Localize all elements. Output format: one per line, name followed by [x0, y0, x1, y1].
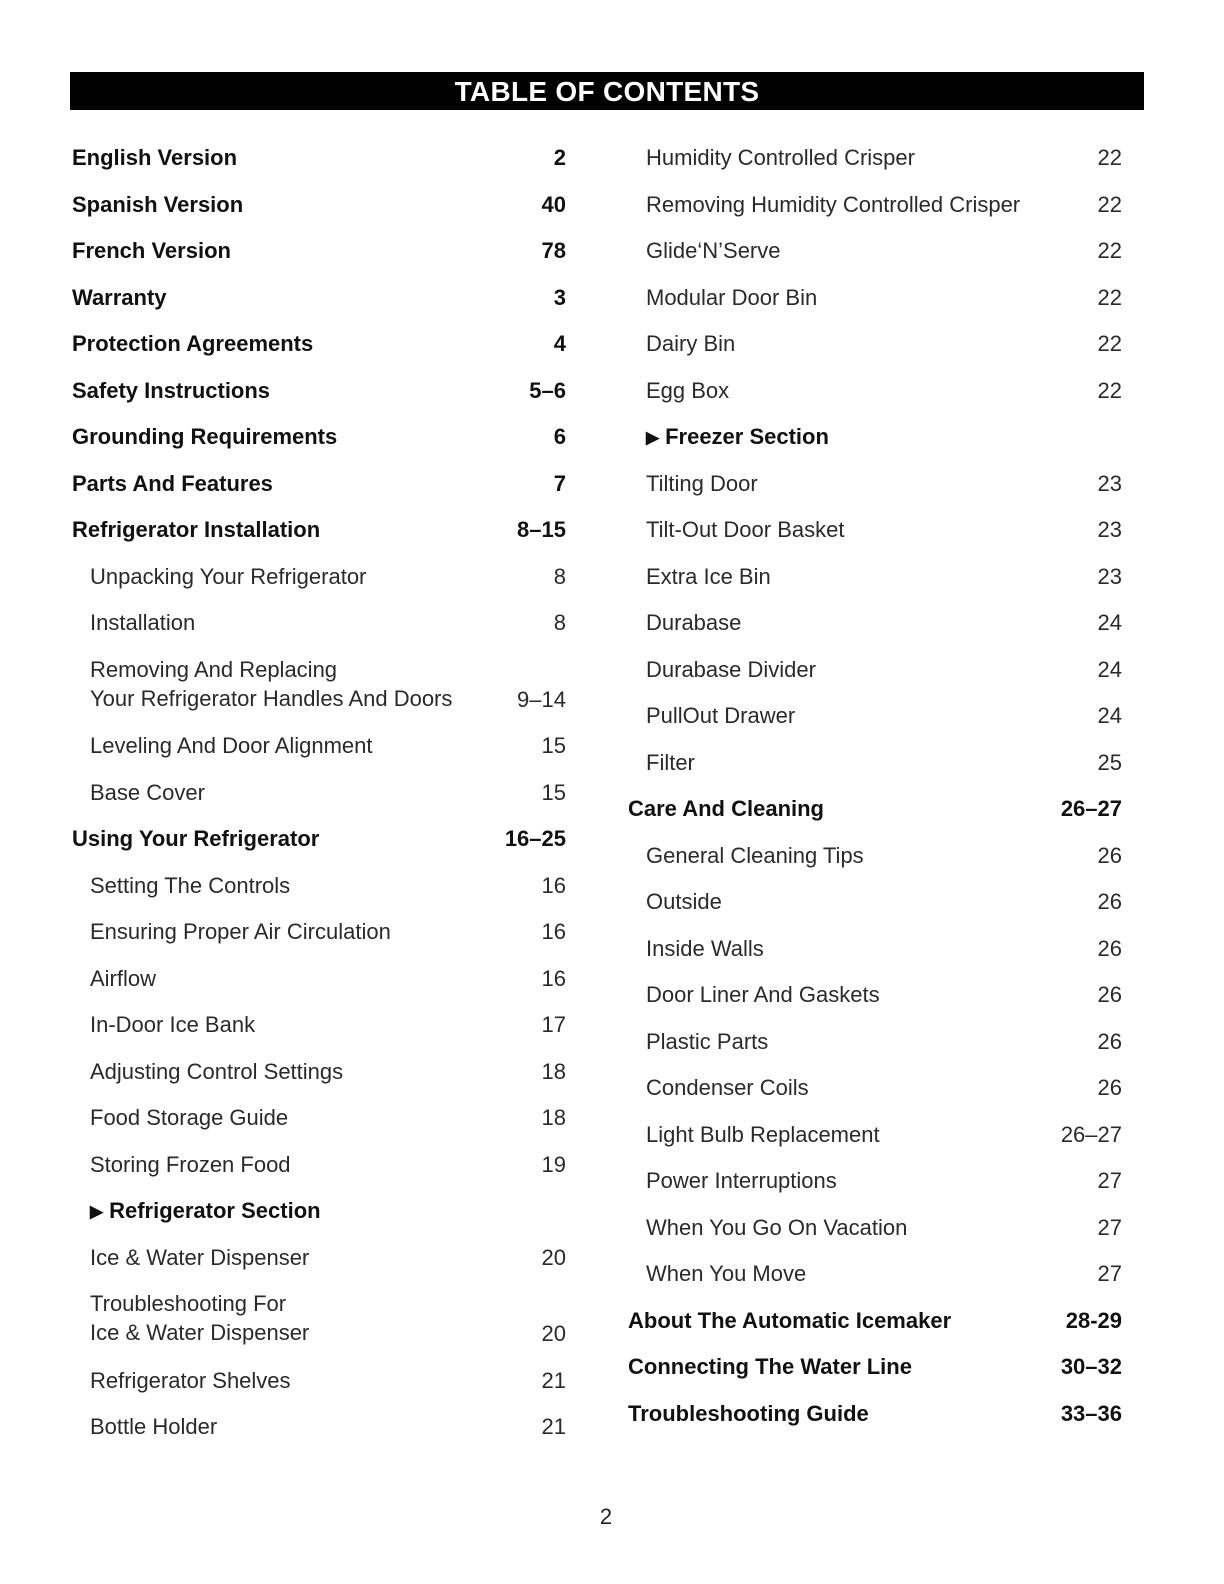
toc-entry[interactable] [628, 274, 1122, 321]
toc-entry-label: Glide‘N’Serve [646, 238, 781, 263]
toc-entry[interactable] [628, 599, 1122, 646]
toc-entry-page: 27 [1097, 1214, 1122, 1240]
toc-entry-page: 23 [1097, 517, 1122, 542]
toc-entry[interactable] [72, 367, 566, 414]
toc-entry[interactable] [72, 413, 566, 460]
toc-entry[interactable] [72, 1001, 566, 1048]
toc-entry-label: Power Interruptions [646, 1168, 837, 1193]
toc-entry-label: Spanish Version [72, 191, 244, 217]
toc-entry-label-line1: Troubleshooting For [90, 1291, 287, 1316]
toc-entry-page: 27 [1097, 1261, 1122, 1286]
toc-section-label: Freezer Section [665, 424, 829, 449]
toc-entry-label: Tilting Door [646, 470, 758, 496]
toc-entry-page: 26–27 [1060, 796, 1122, 821]
toc-entry[interactable] [72, 506, 566, 553]
toc-entry[interactable] [628, 692, 1122, 739]
toc-entry[interactable] [72, 1094, 566, 1141]
toc-entry-page: 8 [553, 610, 566, 635]
toc-entry-label: Inside Walls [646, 935, 764, 961]
toc-section-heading[interactable] [72, 1187, 566, 1234]
toc-entry-label: General Cleaning Tips [646, 842, 864, 868]
toc-entry-page: 17 [541, 1012, 566, 1037]
toc-entry-label: Bottle Holder [90, 1414, 218, 1439]
toc-entry[interactable] [72, 646, 566, 723]
toc-entry-label: Base Cover [90, 779, 205, 805]
toc-entry-page: 2 [553, 145, 566, 170]
toc-entry[interactable] [628, 1064, 1122, 1111]
toc-entry-page: 22 [1097, 377, 1122, 403]
toc-entry[interactable] [72, 181, 566, 228]
toc-entry-label [90, 1196, 476, 1227]
toc-right-column [628, 134, 1122, 1436]
toc-entry-label: When You Move [646, 1261, 807, 1286]
toc-entry[interactable] [72, 553, 566, 600]
toc-entry-label: Door Liner And Gaskets [646, 982, 880, 1007]
toc-entry[interactable] [628, 785, 1122, 832]
toc-entry-label: Connecting The Water Line [628, 1354, 912, 1379]
toc-entry[interactable] [72, 599, 566, 646]
toc-entry[interactable] [628, 553, 1122, 600]
toc-entry[interactable] [628, 181, 1122, 228]
toc-entry[interactable] [72, 722, 566, 769]
toc-entry[interactable] [72, 274, 566, 321]
toc-entry[interactable] [72, 955, 566, 1002]
toc-entry-label [90, 1289, 476, 1347]
toc-entry[interactable] [628, 460, 1122, 507]
toc-entry[interactable] [72, 1357, 566, 1404]
toc-entry-page: 23 [1097, 563, 1122, 589]
toc-entry-label: Ensuring Proper Air Circulation [90, 919, 391, 944]
toc-entry-page: 20 [541, 1321, 566, 1346]
toc-entry-label: Warranty [72, 284, 167, 310]
toc-entry[interactable] [628, 971, 1122, 1018]
toc-entry-label: Extra Ice Bin [646, 563, 771, 589]
toc-entry[interactable] [72, 769, 566, 816]
page-title: TABLE OF CONTENTS [70, 72, 1144, 110]
toc-entry-page: 24 [1097, 610, 1122, 635]
toc-entry[interactable] [72, 1141, 566, 1188]
toc-entry-label: PullOut Drawer [646, 703, 796, 728]
toc-entry[interactable] [72, 862, 566, 909]
toc-entry-label: Using Your Refrigerator [72, 826, 320, 851]
toc-entry[interactable] [628, 739, 1122, 786]
toc-entry[interactable] [72, 1234, 566, 1281]
toc-entry-label: Leveling And Door Alignment [90, 733, 373, 758]
toc-entry-page: 9–14 [517, 686, 566, 712]
toc-entry-label: When You Go On Vacation [646, 1214, 908, 1240]
toc-entry[interactable] [628, 1297, 1122, 1344]
toc-entry-page: 23 [1097, 470, 1122, 496]
toc-entry-label: Installation [90, 610, 196, 635]
toc-entry-page: 21 [541, 1367, 566, 1393]
toc-entry[interactable] [72, 908, 566, 955]
toc-entry-page: 21 [541, 1414, 566, 1439]
toc-entry-label: Dairy Bin [646, 331, 736, 356]
toc-entry-page: 26 [1097, 889, 1122, 914]
toc-entry[interactable] [72, 1403, 566, 1450]
toc-entry[interactable] [628, 367, 1122, 414]
toc-entry-page: 22 [1097, 145, 1122, 170]
toc-entry[interactable] [628, 227, 1122, 274]
toc-entry-label: Food Storage Guide [90, 1105, 289, 1130]
toc-entry[interactable] [628, 320, 1122, 367]
toc-entry-page: 24 [1097, 703, 1122, 728]
toc-entry[interactable] [628, 1250, 1122, 1297]
toc-entry-page: 6 [553, 424, 566, 449]
toc-entry[interactable] [628, 1204, 1122, 1251]
toc-entry-label: Airflow [90, 965, 157, 991]
toc-entry[interactable] [628, 925, 1122, 972]
toc-entry-label: Unpacking Your Refrigerator [90, 563, 367, 589]
toc-entry[interactable] [72, 1280, 566, 1357]
toc-entry-page: 26 [1097, 982, 1122, 1007]
toc-entry-label: Modular Door Bin [646, 284, 818, 310]
toc-entry-label: Adjusting Control Settings [90, 1058, 344, 1084]
toc-entry-label-line1: Removing And Replacing [90, 656, 338, 682]
toc-entry-page: 28-29 [1065, 1307, 1122, 1333]
toc-entry-label: Outside [646, 889, 722, 914]
toc-entry-label: Setting The Controls [90, 872, 291, 898]
toc-entry-page: 33–36 [1060, 1400, 1122, 1426]
toc-entry-label: Durabase [646, 610, 742, 635]
toc-entry-page: 7 [553, 470, 566, 496]
triangle-right-icon: ▶ [646, 428, 660, 447]
toc-section-label: Refrigerator Section [109, 1198, 321, 1223]
toc-entry[interactable] [628, 878, 1122, 925]
toc-entry-page: 16 [541, 872, 566, 898]
toc-entry-label: French Version [72, 238, 231, 263]
toc-entry[interactable] [72, 460, 566, 507]
toc-entry-page: 26 [1097, 842, 1122, 868]
toc-entry-label: About The Automatic Icemaker [628, 1307, 952, 1333]
toc-entry-page: 24 [1097, 656, 1122, 682]
toc-entry[interactable] [628, 1111, 1122, 1158]
toc-entry-page: 19 [541, 1151, 566, 1177]
toc-entry[interactable] [628, 506, 1122, 553]
toc-entry-page: 26 [1097, 1075, 1122, 1100]
toc-entry-page: 40 [541, 191, 566, 217]
toc-entry-label: Humidity Controlled Crisper [646, 145, 915, 170]
toc-entry[interactable] [628, 1343, 1122, 1390]
toc-entry-label: Plastic Parts [646, 1028, 769, 1054]
toc-entry[interactable] [628, 1018, 1122, 1065]
toc-entry-page: 16 [541, 965, 566, 991]
toc-entry-page: 16 [541, 919, 566, 944]
toc-entry-page: 22 [1097, 191, 1122, 217]
toc-entry-label: Filter [646, 749, 695, 775]
toc-entry[interactable] [628, 832, 1122, 879]
toc-left-column [72, 134, 566, 1450]
toc-entry-page: 25 [1097, 749, 1122, 775]
toc-entry[interactable] [72, 227, 566, 274]
toc-entry-page: 78 [541, 238, 566, 263]
toc-entry-label: Refrigerator Shelves [90, 1367, 291, 1393]
toc-entry[interactable] [72, 815, 566, 862]
toc-section-heading[interactable] [628, 413, 1122, 460]
toc-entry-page: 22 [1097, 284, 1122, 310]
toc-entry-page: 30–32 [1060, 1354, 1122, 1379]
toc-entry-page: 26 [1097, 1028, 1122, 1054]
toc-entry-label: Storing Frozen Food [90, 1151, 291, 1177]
triangle-right-icon: ▶ [90, 1202, 104, 1221]
toc-entry-page: 5–6 [529, 377, 566, 403]
toc-entry-label [646, 422, 1032, 453]
toc-entry-label-line2: Ice & Water Dispenser [90, 1320, 310, 1345]
toc-entry-page: 20 [541, 1244, 566, 1270]
toc-entry-label: Refrigerator Installation [72, 517, 321, 542]
toc-entry-page: 26–27 [1060, 1121, 1122, 1147]
toc-entry[interactable] [72, 1048, 566, 1095]
toc-entry-label: Parts And Features [72, 470, 273, 496]
toc-entry-label: Light Bulb Replacement [646, 1121, 880, 1147]
toc-entry-label: In-Door Ice Bank [90, 1012, 256, 1037]
toc-entry-page: 8–15 [517, 517, 566, 542]
toc-entry-label: Tilt-Out Door Basket [646, 517, 845, 542]
toc-entry-label [90, 655, 476, 713]
toc-entry-label: Protection Agreements [72, 331, 314, 356]
toc-entry-label: Care And Cleaning [628, 796, 824, 821]
toc-entry-label: Troubleshooting Guide [628, 1400, 869, 1426]
toc-entry-page: 27 [1097, 1168, 1122, 1193]
toc-entry-label: English Version [72, 145, 238, 170]
toc-entry-page: 22 [1097, 238, 1122, 263]
toc-entry-page: 4 [553, 331, 566, 356]
toc-entry-page: 16–25 [504, 826, 566, 851]
toc-entry-page: 8 [553, 563, 566, 589]
toc-entry[interactable] [628, 1157, 1122, 1204]
toc-entry[interactable] [628, 646, 1122, 693]
toc-entry-page: 18 [541, 1105, 566, 1130]
toc-entry[interactable] [628, 1390, 1122, 1437]
toc-entry[interactable] [628, 134, 1122, 181]
toc-entry-page: 3 [553, 284, 566, 310]
toc-entry[interactable] [72, 134, 566, 181]
page-number: 2 [599, 1504, 613, 1529]
toc-entry-page: 26 [1097, 935, 1122, 961]
toc-entry-label-line2: Your Refrigerator Handles And Doors [90, 685, 453, 711]
toc-entry-label: Grounding Requirements [72, 424, 338, 449]
toc-entry-label: Safety Instructions [72, 377, 271, 403]
toc-entry-label: Egg Box [646, 377, 730, 403]
toc-entry-page: 15 [541, 733, 566, 758]
toc-entry[interactable] [72, 320, 566, 367]
toc-entry-label: Ice & Water Dispenser [90, 1244, 310, 1270]
toc-entry-label: Removing Humidity Controlled Crisper [646, 191, 1021, 217]
toc-entry-label: Durabase Divider [646, 656, 816, 682]
toc-entry-page: 15 [541, 779, 566, 805]
toc-entry-page: 22 [1097, 331, 1122, 356]
toc-entry-page: 18 [541, 1058, 566, 1084]
toc-entry-label: Condenser Coils [646, 1075, 809, 1100]
